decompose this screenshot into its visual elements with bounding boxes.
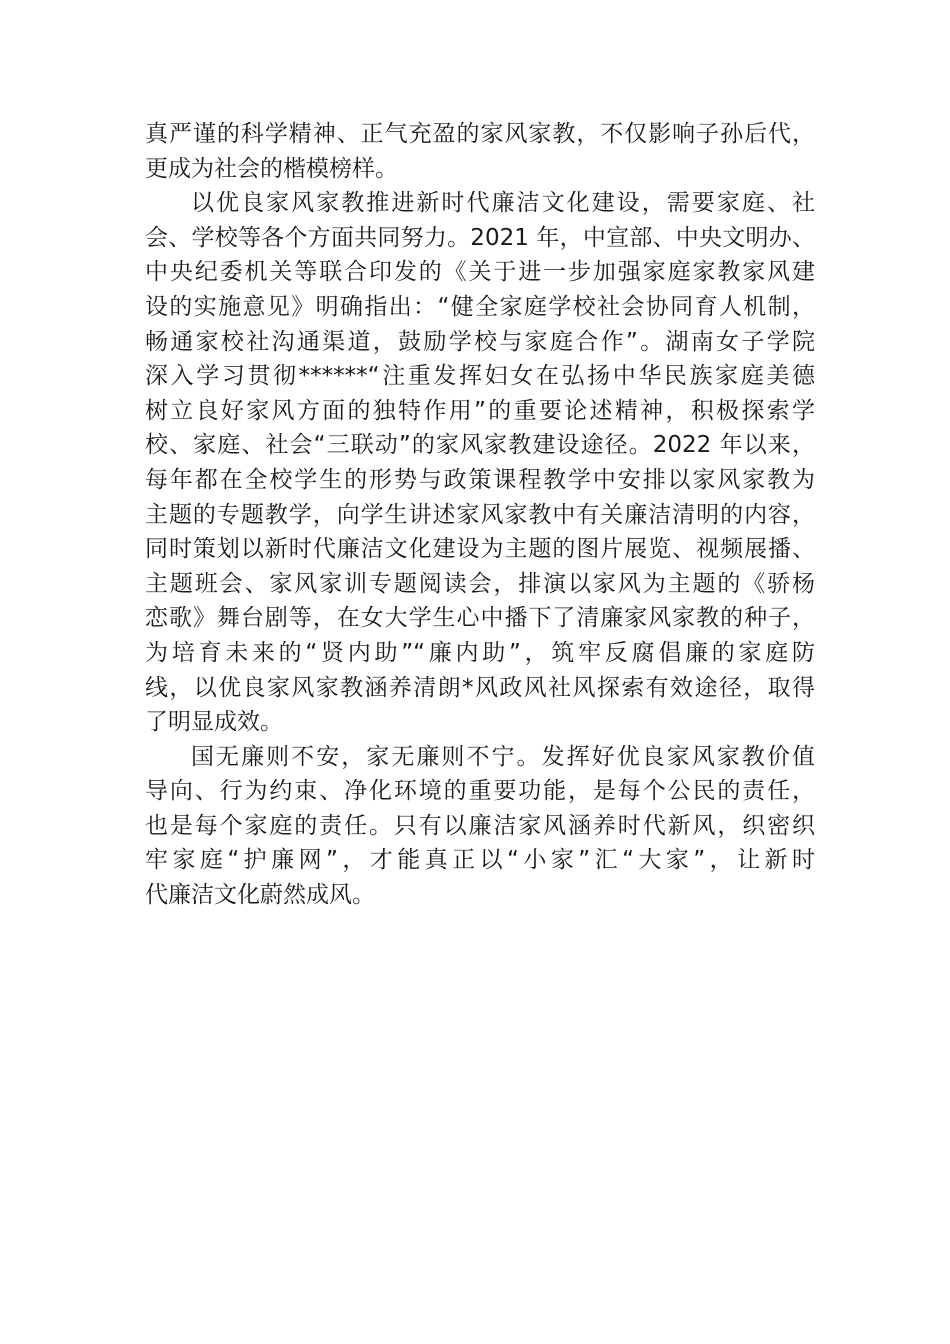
text-line: 每年都在全校学生的形势与政策课程教学中安排以家风家教为 bbox=[145, 466, 815, 493]
text-line: 会、学校等各个方面共同努力。2021 年，中宣部、中央文明办、 bbox=[145, 224, 815, 251]
text-line: 代廉洁文化蔚然成风。 bbox=[145, 882, 375, 909]
paragraph-3 bbox=[145, 740, 815, 913]
text-line: 同时策划以新时代廉洁文化建设为主题的图片展览、视频展播、 bbox=[145, 536, 815, 563]
text-line: 中央纪委机关等联合印发的《关于进一步加强家庭家教家风建 bbox=[145, 259, 815, 286]
text-line: 线，以优良家风家教涵养清朗*风政风社风探索有效途径，取得 bbox=[145, 674, 815, 701]
document-body bbox=[145, 117, 815, 913]
paragraph-2 bbox=[145, 186, 815, 740]
text-line: 主题的专题教学，向学生讲述家风家教中有关廉洁清明的内容， bbox=[145, 501, 815, 528]
text-line: 校、家庭、社会“三联动”的家风家教建设途径。2022 年以来， bbox=[145, 432, 815, 459]
text-line: 主题班会、家风家训专题阅读会，排演以家风为主题的《骄杨 bbox=[145, 570, 815, 597]
text-line: 国无廉则不安，家无廉则不宁。发挥好优良家风家教价值 bbox=[191, 743, 815, 770]
text-line: 深入学习贯彻******“注重发挥妇女在弘扬中华民族家庭美德 bbox=[145, 363, 815, 390]
text-line: 为培育未来的“贤内助”“廉内助”，筑牢反腐倡廉的家庭防 bbox=[145, 639, 815, 666]
text-line: 导向、行为约束、净化环境的重要功能，是每个公民的责任， bbox=[145, 778, 815, 805]
text-line: 设的实施意见》明确指出：“健全家庭学校社会协同育人机制， bbox=[145, 293, 815, 320]
text-line: 也是每个家庭的责任。只有以廉洁家风涵养时代新风，织密织 bbox=[145, 812, 815, 839]
text-line: 恋歌》舞台剧等，在女大学生心中播下了清廉家风家教的种子， bbox=[145, 605, 815, 632]
text-line: 牢家庭“护廉网”，才能真正以“小家”汇“大家”，让新时 bbox=[145, 847, 815, 874]
text-line: 以优良家风家教推进新时代廉洁文化建设，需要家庭、社 bbox=[191, 190, 815, 217]
text-line: 了明显成效。 bbox=[145, 709, 283, 736]
text-line: 真严谨的科学精神、正气充盈的家风家教，不仅影响子孙后代， bbox=[145, 121, 815, 147]
text-line: 畅通家校社沟通渠道，鼓励学校与家庭合作”。湖南女子学院 bbox=[145, 328, 815, 355]
text-line: 更成为社会的楷模榜样。 bbox=[145, 155, 398, 182]
text-line: 树立良好家风方面的独特作用”的重要论述精神，积极探索学 bbox=[145, 397, 815, 424]
paragraph-1 bbox=[145, 117, 815, 186]
